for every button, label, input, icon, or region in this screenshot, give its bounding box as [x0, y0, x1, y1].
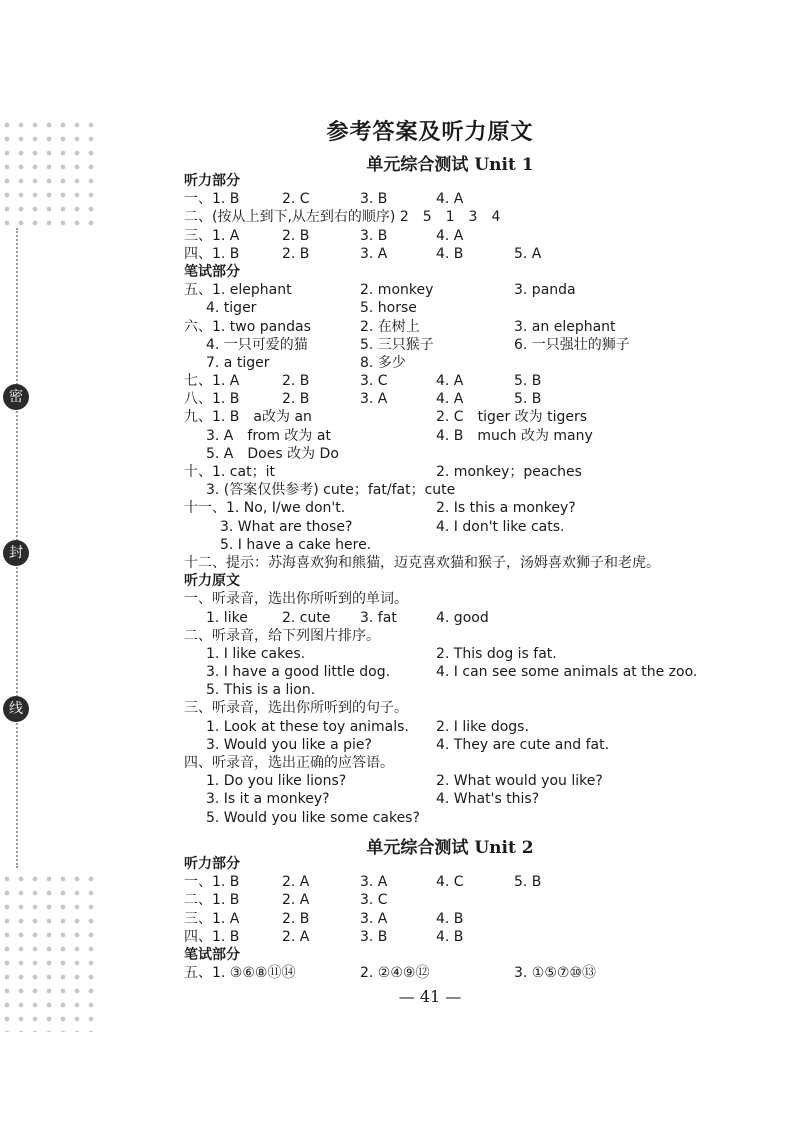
answer-line [184, 736, 744, 754]
answer-cell: 3. A from 改为 at [206, 427, 331, 444]
answer-cell: 4. C [436, 874, 464, 891]
answer-line [184, 681, 744, 699]
answer-line [184, 481, 744, 499]
answer-cell: 1. I like cakes. [206, 645, 306, 662]
answer-line [184, 390, 744, 408]
answer-cell: 6. 一只强壮的狮子 [514, 336, 630, 353]
answer-line [184, 299, 744, 317]
answer-line [184, 372, 744, 390]
answer-line [184, 699, 744, 717]
answer-cell: 2. A [282, 892, 310, 909]
answer-cell: 4. good [436, 609, 489, 626]
answer-cell: 七、1. A [184, 373, 240, 390]
answer-cell: 2. B [282, 227, 310, 244]
answer-cell: 5. 三只猴子 [360, 336, 434, 353]
answer-line [184, 354, 744, 372]
answer-line [184, 536, 744, 554]
answer-cell: 听力原文 [184, 573, 240, 590]
answer-cell: 1. Look at these toy animals. [206, 718, 409, 735]
answer-cell: 一、1. B [184, 191, 240, 208]
answer-cell: 2. monkey [360, 282, 434, 299]
binding-mark-mi: 密 [3, 384, 29, 410]
answer-cell: 3. B [360, 191, 388, 208]
answer-cell: 3. an elephant [514, 318, 616, 335]
answer-cell: 2. B [282, 391, 310, 408]
answer-cell: 3. (答案仅供参考) cute；fat/fat；cute [206, 482, 456, 499]
answer-cell: 4. B [436, 928, 464, 945]
answer-cell: 3. A [360, 874, 388, 891]
answer-cell: 二、1. B [184, 892, 240, 909]
answer-cell: 2. B [282, 373, 310, 390]
answer-cell: 十二、提示：苏海喜欢狗和熊猫，迈克喜欢猫和猴子，汤姆喜欢狮子和老虎。 [184, 554, 660, 571]
answer-cell: 听力部分 [184, 856, 240, 872]
answer-cell: 八、1. B [184, 391, 240, 408]
answer-cell: 3. A [360, 910, 388, 927]
answer-line [184, 281, 744, 299]
answer-line [184, 910, 744, 928]
answer-cell: 三、1. A [184, 227, 240, 244]
answer-line [184, 891, 744, 909]
answer-cell: 4. A [436, 191, 464, 208]
answer-cell: 2. B [282, 910, 310, 927]
answer-line [184, 408, 744, 426]
answer-cell: 2. What would you like? [436, 773, 603, 790]
answer-cell: 十一、1. No, I/we don't. [184, 500, 346, 517]
answer-cell: 2. A [282, 874, 310, 891]
answer-line [184, 627, 744, 645]
answer-cell: 九、1. B a改为 an [184, 409, 312, 426]
answer-cell: 3. Is it a monkey? [206, 791, 330, 808]
answer-line [184, 499, 744, 517]
answer-line [184, 790, 744, 808]
answer-cell: 2. ②④⑨⑫ [360, 965, 430, 982]
answer-cell: 2. A [282, 928, 310, 945]
answer-line [184, 208, 744, 226]
answer-line [184, 873, 744, 891]
answer-line [184, 190, 744, 208]
answer-line [184, 928, 744, 946]
answer-line [184, 590, 744, 608]
answer-cell: 1. Do you like lions? [206, 773, 347, 790]
answer-cell: 三、1. A [184, 910, 240, 927]
answer-cell: 笔试部分 [184, 263, 240, 280]
page-number: — 41 — [398, 987, 462, 1006]
answer-cell: 四、听录音，选出正确的应答语。 [184, 755, 394, 771]
answer-cell: 4. B much 改为 many [436, 427, 593, 444]
section-heading [184, 172, 744, 190]
answer-cell: 5. A Does 改为 Do [206, 445, 339, 462]
answer-cell: 5. A [514, 245, 542, 262]
answer-cell: 5. B [514, 391, 542, 408]
answer-cell: 2. cute [282, 609, 331, 626]
answer-cell: 2. C [282, 191, 310, 208]
binding-mark-feng: 封 [3, 540, 29, 566]
answer-line [184, 245, 744, 263]
answer-cell: 3. B [360, 227, 388, 244]
unit2-answers [184, 855, 744, 982]
page-title: 参考答案及听力原文 [326, 119, 534, 145]
unit1-title: 单元综合测试 Unit 1 [366, 155, 534, 175]
answer-cell: 2. 在树上 [360, 318, 420, 335]
answer-cell: 3. C [360, 892, 388, 909]
answer-cell: 2. monkey；peaches [436, 464, 582, 480]
answer-line [184, 427, 744, 445]
answer-line [184, 463, 744, 481]
answer-cell: 2. C tiger 改为 tigers [436, 409, 588, 426]
answer-cell: 2. Is this a monkey? [436, 500, 576, 517]
answer-cell: 一、听录音，选出你所听到的单词。 [184, 591, 408, 608]
answer-cell: 5. B [514, 874, 542, 891]
answer-cell: 5. horse [360, 300, 417, 317]
answer-cell: 笔试部分 [184, 946, 240, 963]
answer-cell: 4. B [436, 910, 464, 927]
section-heading [184, 572, 744, 590]
decorative-dot-pattern-bottom [0, 872, 95, 1032]
answer-cell: 五、1. elephant [184, 282, 292, 299]
section-heading [184, 855, 744, 873]
answer-cell: 4. tiger [206, 300, 257, 317]
answer-line [184, 336, 744, 354]
answer-cell: 五、1. ③⑥⑧⑪⑭ [184, 965, 296, 982]
answer-cell: 3. B [360, 928, 388, 945]
answer-cell: 二、听录音，给下列图片排序。 [184, 627, 380, 644]
answer-cell: 1. like [206, 609, 248, 626]
answer-line [184, 964, 744, 982]
answer-line [184, 318, 744, 336]
answer-cell: 4. A [436, 373, 464, 390]
answer-line [184, 609, 744, 627]
answer-cell: 7. a tiger [206, 354, 270, 371]
binding-mark-xian: 线 [3, 696, 29, 722]
unit2-title: 单元综合测试 Unit 2 [366, 838, 534, 858]
answer-cell: 3. C [360, 373, 388, 390]
answer-cell: 3. ①⑤⑦⑩⑬ [514, 965, 597, 982]
answer-cell: 2. B [282, 245, 310, 262]
answer-cell: 8. 多少 [360, 354, 406, 371]
answer-cell: 四、1. B [184, 245, 240, 262]
answer-cell: 3. Would you like a pie? [206, 736, 372, 753]
answer-cell: 听力部分 [184, 173, 240, 189]
section-heading [184, 946, 744, 964]
unit1-answers [184, 172, 744, 827]
answer-cell: 4. I can see some animals at the zoo. [436, 664, 698, 681]
answer-cell: 2. This dog is fat. [436, 645, 557, 662]
answer-cell: 三、听录音，选出你所听到的句子。 [184, 700, 408, 717]
answer-line [184, 518, 744, 536]
answer-cell: 一、1. B [184, 874, 240, 891]
answer-cell: 二、(按从上到下,从左到右的顺序) 2 5 1 3 4 [184, 209, 501, 226]
answer-cell: 3. I have a good little dog. [206, 664, 391, 681]
answer-cell: 5. This is a lion. [206, 682, 316, 699]
answer-line [184, 772, 744, 790]
answer-line [184, 445, 744, 463]
section-heading [184, 263, 744, 281]
answer-line [184, 809, 744, 827]
answer-cell: 4. They are cute and fat. [436, 736, 610, 753]
answer-cell: 3. What are those? [220, 518, 353, 535]
answer-cell: 3. A [360, 245, 388, 262]
answer-cell: 3. panda [514, 282, 576, 299]
answer-cell: 六、1. two pandas [184, 318, 311, 335]
answer-cell: 四、1. B [184, 928, 240, 945]
answer-cell: 4. I don't like cats. [436, 518, 565, 535]
answer-line [184, 227, 744, 245]
answer-cell: 5. Would you like some cakes? [206, 809, 420, 826]
answer-cell: 4. A [436, 227, 464, 244]
answer-cell: 5. B [514, 373, 542, 390]
answer-cell: 4. A [436, 391, 464, 408]
answer-cell: 4. What's this? [436, 791, 540, 808]
answer-cell: 4. B [436, 245, 464, 262]
answer-cell: 2. I like dogs. [436, 718, 529, 735]
answer-cell: 5. I have a cake here. [220, 536, 372, 553]
answer-line [184, 718, 744, 736]
answer-cell: 3. fat [360, 609, 397, 626]
answer-line [184, 663, 744, 681]
answer-line [184, 754, 744, 772]
answer-line [184, 645, 744, 663]
answer-cell: 十、1. cat；it [184, 464, 275, 480]
answer-line [184, 554, 744, 572]
answer-cell: 4. 一只可爱的猫 [206, 336, 308, 353]
answer-cell: 3. A [360, 391, 388, 408]
